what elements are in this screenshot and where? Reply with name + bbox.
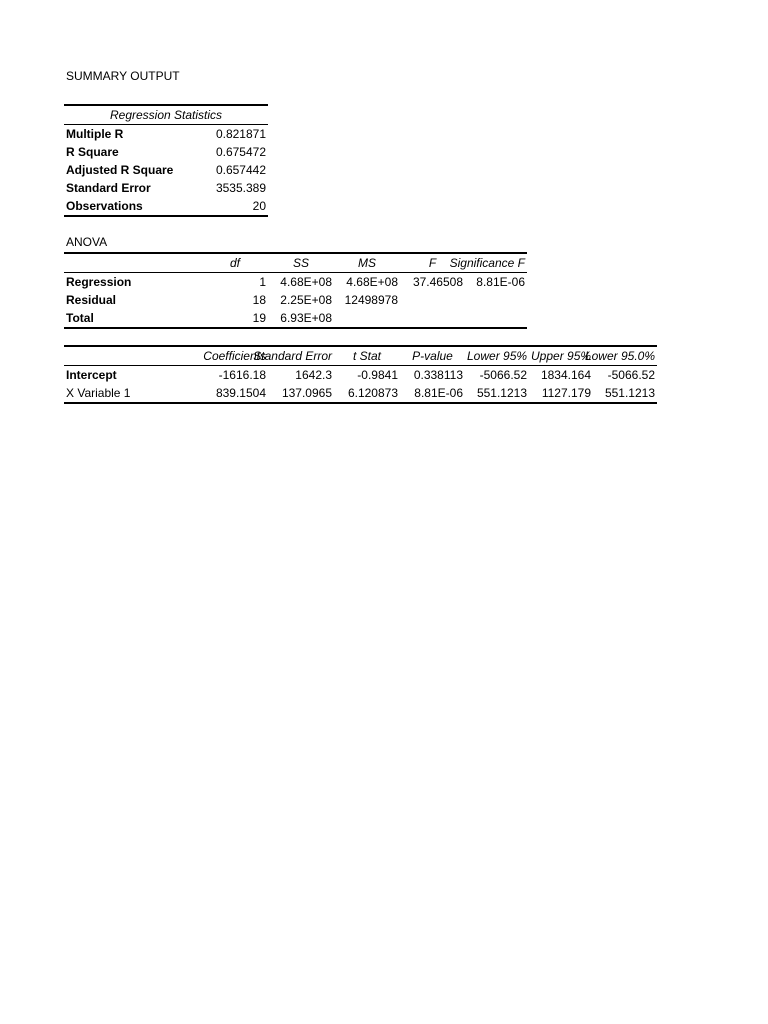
stat-value: 0.675472 xyxy=(215,145,267,159)
stat-value: 0.821871 xyxy=(215,127,267,141)
anova-row-label: Regression xyxy=(66,275,132,289)
coef-standard-error: 137.0965 xyxy=(268,384,334,403)
anova-ss: 6.93E+08 xyxy=(268,309,334,328)
stat-label: Standard Error xyxy=(66,181,151,195)
coef-upper-95: 1834.164 xyxy=(540,368,591,382)
anova-ms xyxy=(334,309,400,328)
anova-ss: 2.25E+08 xyxy=(280,293,332,307)
coef-lower-95-0: 551.1213 xyxy=(593,384,657,403)
anova-header-df: df xyxy=(202,253,268,273)
anova-df: 1 xyxy=(259,275,266,289)
stat-label: Multiple R xyxy=(66,127,124,141)
anova-table xyxy=(64,252,527,329)
anova-header-significance-f: Significance F xyxy=(465,253,527,273)
anova-ms: 4.68E+08 xyxy=(346,275,398,289)
anova-row-label: Total xyxy=(64,309,202,328)
coef-lower-95-0: -5066.52 xyxy=(607,368,655,382)
table-row xyxy=(64,161,268,179)
table-row xyxy=(64,291,527,309)
anova-header-blank xyxy=(64,253,202,273)
coef-t-stat: -0.9841 xyxy=(357,368,398,382)
coef-standard-error: 1642.3 xyxy=(295,368,332,382)
table-row xyxy=(64,273,527,292)
coef-header-lower-95: Lower 95% xyxy=(465,346,529,366)
coef-row-label: Intercept xyxy=(66,368,117,382)
coef-p-value: 0.338113 xyxy=(413,368,463,382)
coef-t-stat: 6.120873 xyxy=(334,384,400,403)
anova-f xyxy=(400,309,465,328)
coef-value: -1616.18 xyxy=(218,368,266,382)
anova-row-label: Residual xyxy=(66,293,117,307)
coef-header-t-stat: t Stat xyxy=(334,346,400,366)
stat-label: Observations xyxy=(64,197,202,216)
regression-statistics-header: Regression Statistics xyxy=(64,105,268,125)
anova-title: ANOVA xyxy=(66,235,108,249)
coef-header-lower-95-0: Lower 95.0% xyxy=(593,346,657,366)
anova-f xyxy=(400,291,465,309)
anova-df: 19 xyxy=(202,309,268,328)
anova-df: 18 xyxy=(252,293,266,307)
coef-header-coefficients: Coefficients xyxy=(202,346,268,366)
stat-label: R Square xyxy=(66,145,119,159)
anova-significance-f xyxy=(465,309,527,328)
regression-statistics-table xyxy=(64,104,268,217)
anova-significance-f xyxy=(465,291,527,309)
table-row xyxy=(64,125,268,144)
table-row xyxy=(64,309,527,328)
anova-header-f: F xyxy=(400,253,465,273)
anova-ss: 4.68E+08 xyxy=(280,275,332,289)
stat-value: 20 xyxy=(202,197,268,216)
summary-output-title: SUMMARY OUTPUT xyxy=(66,69,180,83)
coef-value: 839.1504 xyxy=(202,384,268,403)
coef-upper-95: 1127.179 xyxy=(529,384,593,403)
table-row xyxy=(64,197,268,216)
coef-header-upper-95: Upper 95% xyxy=(529,346,593,366)
anova-header-ss: SS xyxy=(268,253,334,273)
coef-lower-95: -5066.52 xyxy=(479,368,527,382)
stat-label: Adjusted R Square xyxy=(66,163,174,177)
coef-p-value: 8.81E-06 xyxy=(400,384,465,403)
stat-value: 0.657442 xyxy=(215,163,267,177)
coef-header-blank xyxy=(64,346,202,366)
anova-f: 37.46508 xyxy=(412,275,463,289)
coef-lower-95: 551.1213 xyxy=(465,384,529,403)
coefficients-table xyxy=(64,345,657,404)
anova-ms: 12498978 xyxy=(344,293,398,307)
table-row xyxy=(64,179,268,197)
coef-header-p-value: P-value xyxy=(400,346,465,366)
coef-header-standard-error: Standard Error xyxy=(268,346,334,366)
anova-header-ms: MS xyxy=(334,253,400,273)
anova-significance-f: 8.81E-06 xyxy=(476,275,525,289)
stat-value: 3535.389 xyxy=(215,181,267,195)
table-row xyxy=(64,366,657,385)
table-row xyxy=(64,384,657,403)
coef-row-label: X Variable 1 xyxy=(64,384,202,403)
table-row xyxy=(64,143,268,161)
